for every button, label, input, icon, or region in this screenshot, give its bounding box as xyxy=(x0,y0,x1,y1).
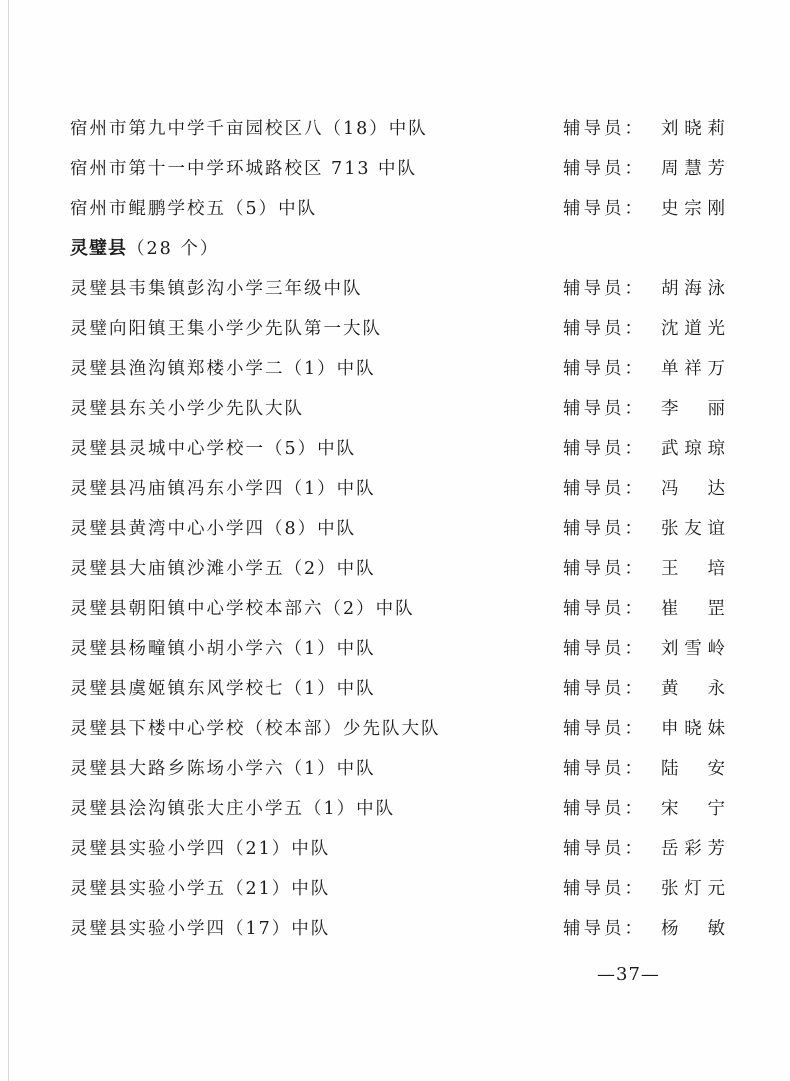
list-item xyxy=(70,589,730,629)
role-label: 辅导员： xyxy=(563,759,645,779)
organization-name: 灵璧县渔沟镇郑楼小学二（1）中队 xyxy=(70,359,376,379)
role-label: 辅导员： xyxy=(563,399,645,419)
list-item xyxy=(70,629,730,669)
organization-name: 灵璧县浍沟镇张大庄小学五（1）中队 xyxy=(70,799,396,819)
organization-name: 宿州市第十一中学环城路校区 713 中队 xyxy=(70,159,418,179)
organization-name: 灵璧县灵城中心学校一（5）中队 xyxy=(70,439,357,459)
organization-name: 灵璧县虞姬镇东风学校七（1）中队 xyxy=(70,679,376,699)
role-label: 辅导员： xyxy=(563,599,645,619)
role-label: 辅导员： xyxy=(563,199,645,219)
role-label: 辅导员： xyxy=(563,679,645,699)
counselor-name: 王培 xyxy=(661,559,727,579)
list-item xyxy=(70,309,730,349)
list-item xyxy=(70,709,730,749)
counselor-name: 周慧芳 xyxy=(661,159,727,179)
organization-name: 灵璧县实验小学五（21）中队 xyxy=(70,879,331,899)
role-label: 辅导员： xyxy=(563,879,645,899)
organization-name: 灵璧县实验小学四（17）中队 xyxy=(70,919,331,939)
organization-name: 宿州市第九中学千亩园校区八（18）中队 xyxy=(70,119,428,139)
counselor-name: 宋宁 xyxy=(661,799,727,819)
list-item xyxy=(70,789,730,829)
counselor-name: 刘雪岭 xyxy=(661,639,727,659)
counselor-name: 刘晓莉 xyxy=(661,119,727,139)
list-item xyxy=(70,749,730,789)
list-item xyxy=(70,549,730,589)
counselor-name: 黄永 xyxy=(661,679,727,699)
scan-edge-line xyxy=(8,0,9,1081)
role-label: 辅导员： xyxy=(563,719,645,739)
role-label: 辅导员： xyxy=(563,919,645,939)
counselor-name: 杨敏 xyxy=(661,919,727,939)
honor-list xyxy=(70,109,730,949)
list-item xyxy=(70,269,730,309)
role-label: 辅导员： xyxy=(563,359,645,379)
list-item xyxy=(70,669,730,709)
role-label: 辅导员： xyxy=(563,639,645,659)
organization-name: 灵璧县大路乡陈场小学六（1）中队 xyxy=(70,759,376,779)
list-item xyxy=(70,349,730,389)
list-item xyxy=(70,509,730,549)
role-label: 辅导员： xyxy=(563,479,645,499)
page-number: —37— xyxy=(597,964,660,985)
role-label: 辅导员： xyxy=(563,319,645,339)
list-item xyxy=(70,469,730,509)
list-item xyxy=(70,909,730,949)
role-label: 辅导员： xyxy=(563,159,645,179)
counselor-name: 崔罡 xyxy=(661,599,727,619)
organization-name: 灵璧县杨疃镇小胡小学六（1）中队 xyxy=(70,639,376,659)
section-count: （28 个） xyxy=(127,239,220,259)
role-label: 辅导员： xyxy=(563,439,645,459)
counselor-name: 沈道光 xyxy=(661,319,727,339)
section-heading xyxy=(70,229,730,269)
counselor-name: 冯达 xyxy=(661,479,727,499)
section-title: 灵璧县 xyxy=(70,238,127,259)
counselor-name: 张灯元 xyxy=(661,879,727,899)
role-label: 辅导员： xyxy=(563,119,645,139)
organization-name: 灵璧向阳镇王集小学少先队第一大队 xyxy=(70,319,382,339)
role-label: 辅导员： xyxy=(563,279,645,299)
role-label: 辅导员： xyxy=(563,799,645,819)
list-item xyxy=(70,429,730,469)
list-item xyxy=(70,189,730,229)
counselor-name: 李丽 xyxy=(661,399,727,419)
organization-name: 灵璧县冯庙镇冯东小学四（1）中队 xyxy=(70,479,376,499)
list-item xyxy=(70,389,730,429)
organization-name: 灵璧县黄湾中心小学四（8）中队 xyxy=(70,519,357,539)
counselor-name: 单祥万 xyxy=(661,359,727,379)
organization-name: 宿州市鲲鹏学校五（5）中队 xyxy=(70,199,318,219)
organization-name: 灵璧县下楼中心学校（校本部）少先队大队 xyxy=(70,719,441,739)
list-item xyxy=(70,869,730,909)
counselor-name: 武琼琼 xyxy=(661,439,727,459)
organization-name: 灵璧县朝阳镇中心学校本部六（2）中队 xyxy=(70,599,415,619)
list-item xyxy=(70,109,730,149)
role-label: 辅导员： xyxy=(563,839,645,859)
list-item xyxy=(70,149,730,189)
organization-name: 灵璧县韦集镇彭沟小学三年级中队 xyxy=(70,279,363,299)
counselor-name: 申晓妹 xyxy=(661,719,727,739)
role-label: 辅导员： xyxy=(563,519,645,539)
counselor-name: 岳彩芳 xyxy=(661,839,727,859)
counselor-name: 张友谊 xyxy=(661,519,727,539)
list-item xyxy=(70,829,730,869)
counselor-name: 陆安 xyxy=(661,759,727,779)
organization-name: 灵璧县大庙镇沙滩小学五（2）中队 xyxy=(70,559,376,579)
organization-name: 灵璧县实验小学四（21）中队 xyxy=(70,839,331,859)
counselor-name: 胡海泳 xyxy=(661,279,727,299)
organization-name: 灵璧县东关小学少先队大队 xyxy=(70,399,304,419)
counselor-name: 史宗刚 xyxy=(661,199,727,219)
role-label: 辅导员： xyxy=(563,559,645,579)
